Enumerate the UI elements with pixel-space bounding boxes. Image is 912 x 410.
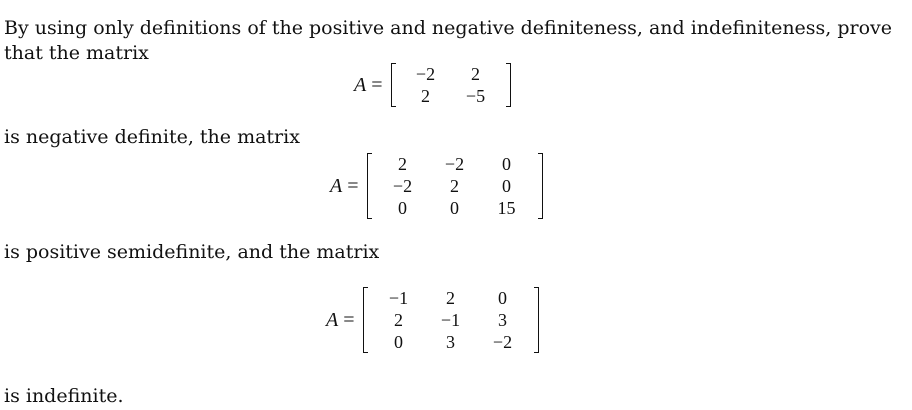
matrix-3-cell: 3 [446,332,455,352]
matrix-1-lhs [354,74,383,97]
equation-matrix-2 [330,153,545,219]
matrix-2-cell: 2 [450,176,459,196]
matrix-3-cell: −2 [492,332,513,352]
matrix-2-cell: 2 [398,154,407,174]
matrix-1-cell: −5 [465,86,486,106]
matrix-2-cell: 0 [398,198,407,218]
matrix-2-cell: 0 [502,154,511,174]
matrix-2-equals: = [347,174,359,197]
after-matrix-3-text: is indefinite. [4,385,124,407]
matrix-3-cell: 0 [498,288,507,308]
matrix-3-cell: 0 [394,332,403,352]
matrix-1-variable: A [354,73,367,96]
matrix-2-variable: A [330,174,343,197]
matrix-1-cell: 2 [421,86,430,106]
matrix-2 [365,153,545,219]
matrix-2-row [377,175,533,197]
after-matrix-1-text: is negative definite, the matrix [4,126,300,148]
matrix-1-row [401,63,501,85]
matrix-3 [361,287,541,353]
equation-matrix-3 [326,287,541,353]
matrix-2-cell: −2 [392,176,413,196]
matrix-3-cell: 2 [394,310,403,330]
intro-line-1: By using only definitions of the positive and negative definiteness, and indefiniteness, prove [4,17,893,39]
matrix-1-equals: = [371,73,383,96]
matrix-1-row [401,85,501,107]
matrix-2-lhs [330,175,359,198]
matrix-1-cell: 2 [471,64,480,84]
matrix-2-cell: 15 [497,198,516,218]
matrix-3-cell: 2 [446,288,455,308]
matrix-2-row [377,197,533,219]
matrix-3-variable: A [326,308,339,331]
matrix-2-cell: −2 [444,154,465,174]
matrix-3-cell: −1 [440,310,461,330]
matrix-3-cell: −1 [388,288,409,308]
matrix-2-row [377,153,533,175]
matrix-2-cell: 0 [450,198,459,218]
after-matrix-2-text: is positive semidefinite, and the matrix [4,241,380,263]
matrix-1-cell: −2 [415,64,436,84]
matrix-3-equals: = [343,308,355,331]
matrix-3-cell: 3 [498,310,507,330]
equation-matrix-1 [354,63,513,107]
matrix-3-row [373,287,529,309]
matrix-2-cell: 0 [502,176,511,196]
matrix-1 [389,63,513,107]
intro-line-2: that the matrix [4,42,149,64]
matrix-3-row [373,331,529,353]
matrix-3-row [373,309,529,331]
matrix-3-lhs [326,309,355,332]
